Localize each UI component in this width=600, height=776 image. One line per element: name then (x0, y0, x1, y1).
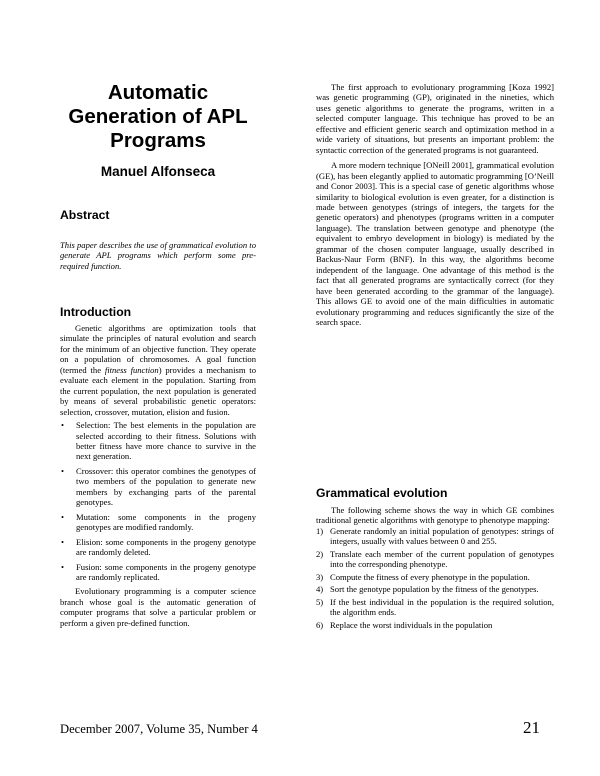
abstract-text: This paper describes the use of grammatical evolution to generate APL programs which perform some pre-required function. (60, 240, 256, 271)
list-item: • Selection: The best elements in the population are selected according to their fitness. Solutions with better fitness have more chance to survive in the next generation. (61, 420, 256, 462)
grammatical-evolution-body (316, 505, 554, 632)
list-item: • Fusion: some components in the progeny genotype are randomly replicated. (61, 561, 256, 582)
ge-intro-paragraph: The following scheme shows the way in which GE combines traditional genetic algorithms with genotype to phenotype mapping: (316, 505, 554, 526)
list-item: 2) Translate each member of the current population of genotypes into the corresponding phenotype. (316, 548, 554, 570)
list-item: 6) Replace the worst individuals in the population (316, 619, 493, 630)
step-number: 6) (316, 619, 324, 630)
step-number: 3) (316, 571, 324, 582)
paper-title: Automatic Generation of APL Programs (68, 81, 248, 152)
list-item: • Crossover: this operator combines the genotypes of two members of the population to generate new members by exchanging parts of the parental genotypes. (61, 465, 256, 508)
step-number: 5) (316, 596, 324, 607)
gp-paragraph: The first approach to evolutionary programming [Koza 1992] was genetic programming (GP), originated in the nineties, which uses genetic algorithms to generate the programs, written in a selected computer language. This technique has proved to be an effective and efficient generic search and optimization method in a wide variety of situations, but presents an important problem: the syntactic correction of the generated programs is not guaranteed. (316, 82, 554, 155)
step-number: 2) (316, 548, 324, 559)
step-number: 4) (316, 584, 324, 595)
list-item: 3) Compute the fitness of every phenotype in the population. (316, 571, 530, 582)
genetic-operators-list (60, 420, 256, 582)
introduction-heading: Introduction (60, 305, 132, 319)
bullet-icon: • (61, 511, 65, 522)
introduction-paragraph-2: Evolutionary programming is a computer science branch whose goal is the automatic generation of computer programs that solve a particular problem or perform a given pre-defined function. (60, 586, 256, 628)
bullet-icon: • (61, 420, 65, 431)
list-item: 5) If the best individual in the population is the required solution, the algorithm ends. (316, 596, 554, 618)
grammatical-evolution-heading: Grammatical evolution (316, 486, 448, 500)
list-item: • Elision: some components in the progeny genotype are randomly deleted. (61, 536, 256, 558)
fitness-function-term: fitness function (104, 364, 159, 375)
paper-author: Manuel Alfonseca (100, 164, 216, 179)
right-column-body (316, 82, 554, 327)
abstract-heading: Abstract (60, 208, 110, 222)
list-item: 1) Generate randomly an initial population of genotypes: strings of integers, usually with values between 0 and 255. (316, 525, 554, 547)
introduction-body (60, 323, 256, 628)
bullet-icon: • (61, 536, 65, 547)
ge-paragraph: A more modern technique [ONeill 2001], grammatical evolution (GE), has been elegantly applied to automatic programming [O’Neill and Conor 2003]. This is a special case of genetic algorithms whose similarity to biological evolution is even greater, for a distinction is made between genotypes (strings of integers, the targets for the genetic operators) and phenotypes (programs written in a computer language). The translation between genotype and phenotype (the equivalent to embryo development in biology) is mediated by the grammar of the chosen computer language, usually described in Backus-Naur Form (BNF). In this way, the algorithms become independent of the language. One advantage of this method is the fact that all generated programs are syntactically correct (for they have been generated according to the grammar of the language). This allows GE to avoid one of the main difficulties in automatic evolutionary programming and reduces significantly the size of the search space. (316, 160, 554, 327)
ge-steps-list (316, 526, 554, 630)
bullet-icon: • (61, 465, 65, 476)
page-number: 21 (523, 718, 540, 737)
footer-issue: December 2007, Volume 35, Number 4 (60, 722, 258, 736)
introduction-paragraph-1: Genetic algorithms are optimization tools that simulate the principles of natural evolution and search for the minimum of an objective function. They operate on a population of chromosomes. A goal function (termed the fitness function) provides a mechanism to evaluate each element in the population. Starting from the current population, the next population is generated by means of several probabilistic genetic operators: selection, crossover, mutation, elision and fusion. (60, 323, 256, 417)
list-item: • Mutation: some components in the progeny genotypes are modified randomly. (61, 511, 256, 533)
step-number: 1) (316, 525, 324, 536)
bullet-icon: • (61, 561, 65, 572)
list-item: 4) Sort the genotype population by the fitness of the genotypes. (316, 584, 539, 595)
